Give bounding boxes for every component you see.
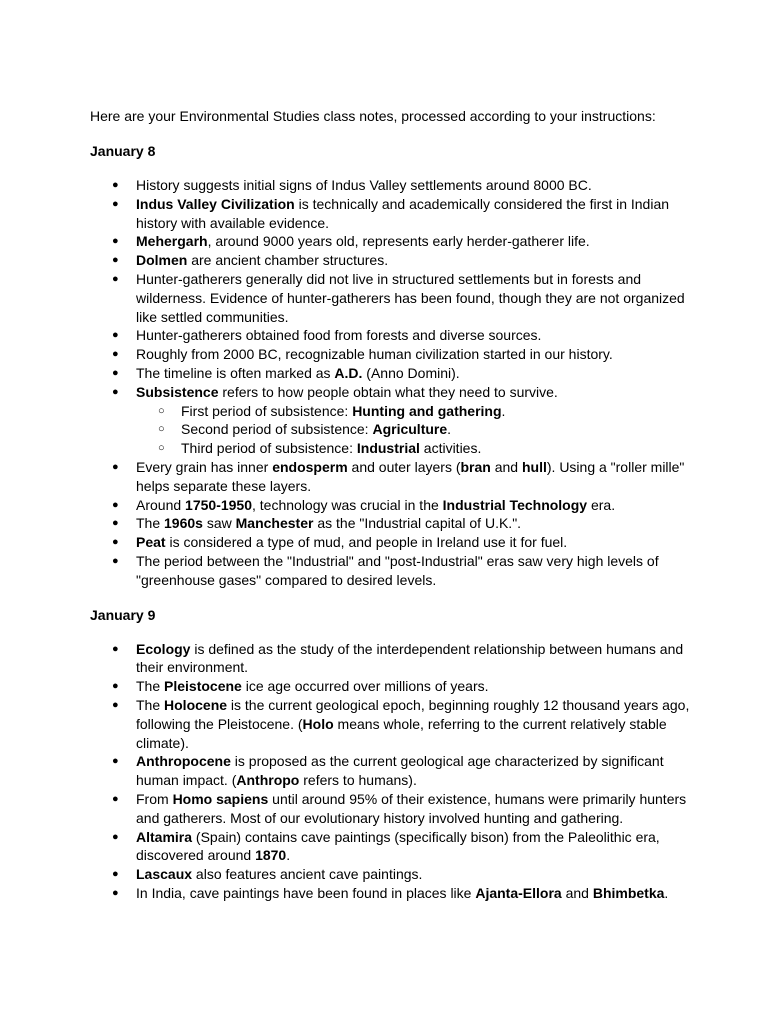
text-segment: refers to how people obtain what they need to survive. (218, 383, 558, 400)
text-segment: The (136, 696, 165, 713)
bold-term: bran (460, 458, 491, 475)
bullet-item (90, 345, 690, 364)
bold-term: Subsistence (136, 383, 219, 400)
text-segment: is defined as the study of the interdependent relationship between humans and their environment. (136, 640, 684, 676)
text-segment: . (501, 402, 506, 419)
text-segment: is technically and academically considered the first in Indian history with available evidence. (136, 195, 670, 231)
text-segment: Hunter-gatherers generally did not live in structured settlements but in forests and wilderness. Evidence of hunter-gatherers has been found, though they are not organized like settled communities. (136, 270, 685, 325)
text-segment: Around (136, 496, 186, 513)
bold-term: Industrial Technology (442, 496, 588, 513)
bullet-item (90, 195, 690, 233)
text-segment: refers to humans). (299, 772, 417, 789)
text-segment: and (561, 884, 593, 901)
text-segment: and outer layers ( (347, 458, 461, 475)
bold-term: Ecology (136, 640, 191, 657)
text-segment: , around 9000 years old, represents early herder-gatherer life. (207, 233, 590, 250)
bold-term: Pleistocene (164, 678, 242, 695)
bold-term: 1870 (255, 847, 287, 864)
text-segment: and (490, 458, 522, 475)
bullet-item (90, 828, 690, 866)
bold-term: endosperm (272, 458, 348, 475)
bullet-item (90, 458, 690, 496)
sub-bullet-item (136, 402, 690, 421)
text-segment: (Anno Domini). (362, 364, 460, 381)
bullet-item (90, 270, 690, 326)
text-segment: means whole, referring to the current relatively stable climate). (136, 715, 667, 751)
text-segment: Third period of subsistence: (181, 440, 357, 457)
bold-term: Manchester (235, 515, 314, 532)
bullet-item (90, 176, 690, 195)
text-segment: is considered a type of mud, and people in Ireland use it for fuel. (165, 534, 568, 551)
bold-term: Anthropo (236, 772, 300, 789)
text-segment: The (136, 678, 165, 695)
sub-bullet-item (136, 420, 690, 439)
bullet-item (90, 790, 690, 828)
text-segment: ice age occurred over millions of years. (241, 678, 489, 695)
section-heading: January 9 (90, 606, 156, 623)
bullet-item (90, 677, 690, 696)
bold-term: Homo sapiens (172, 790, 269, 807)
text-segment: History suggests initial signs of Indus Valley settlements around 8000 BC. (136, 177, 592, 193)
text-segment: From (136, 790, 173, 807)
bold-term: Mehergarh (136, 233, 208, 250)
bold-term: Holo (302, 715, 334, 732)
text-segment: Roughly from 2000 BC, recognizable human civilization started in our history. (136, 346, 613, 363)
bullet-item (90, 383, 690, 458)
bullet-item (90, 514, 690, 533)
text-segment: Every grain has inner (136, 458, 273, 475)
text-segment: is the current geological epoch, beginning roughly 12 thousand years ago, following the Pleistocene. ( (136, 696, 690, 732)
text-segment: era. (587, 496, 616, 513)
notes-document (90, 107, 690, 919)
text-segment: In India, cave paintings have been found in places like (136, 884, 476, 901)
text-segment: as the "Industrial capital of U.K.". (313, 515, 522, 532)
bullet-item (90, 326, 690, 345)
bullet-item (90, 533, 690, 552)
bullet-item (90, 232, 690, 251)
bullet-item (90, 752, 690, 790)
text-segment: . (286, 847, 291, 864)
text-segment: also features ancient cave paintings. (192, 866, 423, 883)
text-segment: , technology was crucial in the (252, 496, 443, 513)
bold-term: Hunting and gathering (352, 402, 502, 419)
bold-term: Ajanta-Ellora (475, 884, 562, 901)
text-segment: (Spain) contains cave paintings (specifically bison) from the Paleolithic era, discovered around (136, 828, 660, 864)
text-segment: ). Using a "roller mille" helps separate these layers. (136, 458, 685, 494)
text-segment: . (447, 421, 452, 438)
text-segment: until around 95% of their existence, humans were primarily hunters and gatherers. Most of our evolutionary history involved hunting and gathering. (136, 790, 687, 826)
bullet-item (90, 696, 690, 752)
bold-term: hull (521, 458, 547, 475)
intro-text: Here are your Environmental Studies class notes, processed according to your instructions: (90, 108, 656, 124)
bullet-list (90, 640, 690, 903)
section-heading: January 8 (90, 143, 156, 159)
text-segment: is proposed as the current geological age characterized by significant human impact. ( (136, 753, 664, 789)
bold-term: Bhimbetka (592, 884, 665, 901)
sections-container (90, 142, 690, 903)
text-segment: . (664, 884, 669, 901)
bullet-item (90, 496, 690, 515)
bullet-item (90, 251, 690, 270)
bold-term: Holocene (164, 696, 228, 713)
bullet-item (90, 552, 690, 590)
bold-term: Industrial (356, 440, 420, 457)
sub-bullet-list (136, 402, 690, 458)
text-segment: Hunter-gatherers obtained food from forests and diverse sources. (136, 327, 542, 344)
text-segment: The (136, 515, 165, 532)
text-segment: The period between the "Industrial" and "post-Industrial" eras saw very high levels of "greenhouse gases" compared to desired levels. (136, 552, 659, 588)
bold-term: Peat (136, 534, 166, 551)
bold-term: Lascaux (136, 866, 193, 883)
bullet-item (90, 364, 690, 383)
text-segment: saw (202, 515, 236, 532)
text-segment: The timeline is often marked as (136, 364, 335, 381)
bold-term: 1960s (164, 515, 203, 532)
bold-term: A.D. (334, 364, 363, 381)
bold-term: Altamira (136, 828, 193, 845)
bold-term: 1750-1950 (185, 496, 252, 513)
text-segment: Second period of subsistence: (181, 421, 373, 438)
text-segment: First period of subsistence: (181, 402, 353, 419)
text-segment: are ancient chamber structures. (187, 252, 389, 269)
bullet-item (90, 640, 690, 678)
bullet-list (90, 176, 690, 590)
bold-term: Agriculture (372, 421, 448, 438)
bullet-item (90, 865, 690, 884)
bold-term: Indus Valley Civilization (136, 195, 295, 212)
text-segment: activities. (419, 440, 482, 457)
sub-bullet-item (136, 439, 690, 458)
bold-term: Dolmen (136, 252, 188, 269)
bold-term: Anthropocene (136, 753, 231, 770)
bullet-item (90, 884, 690, 903)
